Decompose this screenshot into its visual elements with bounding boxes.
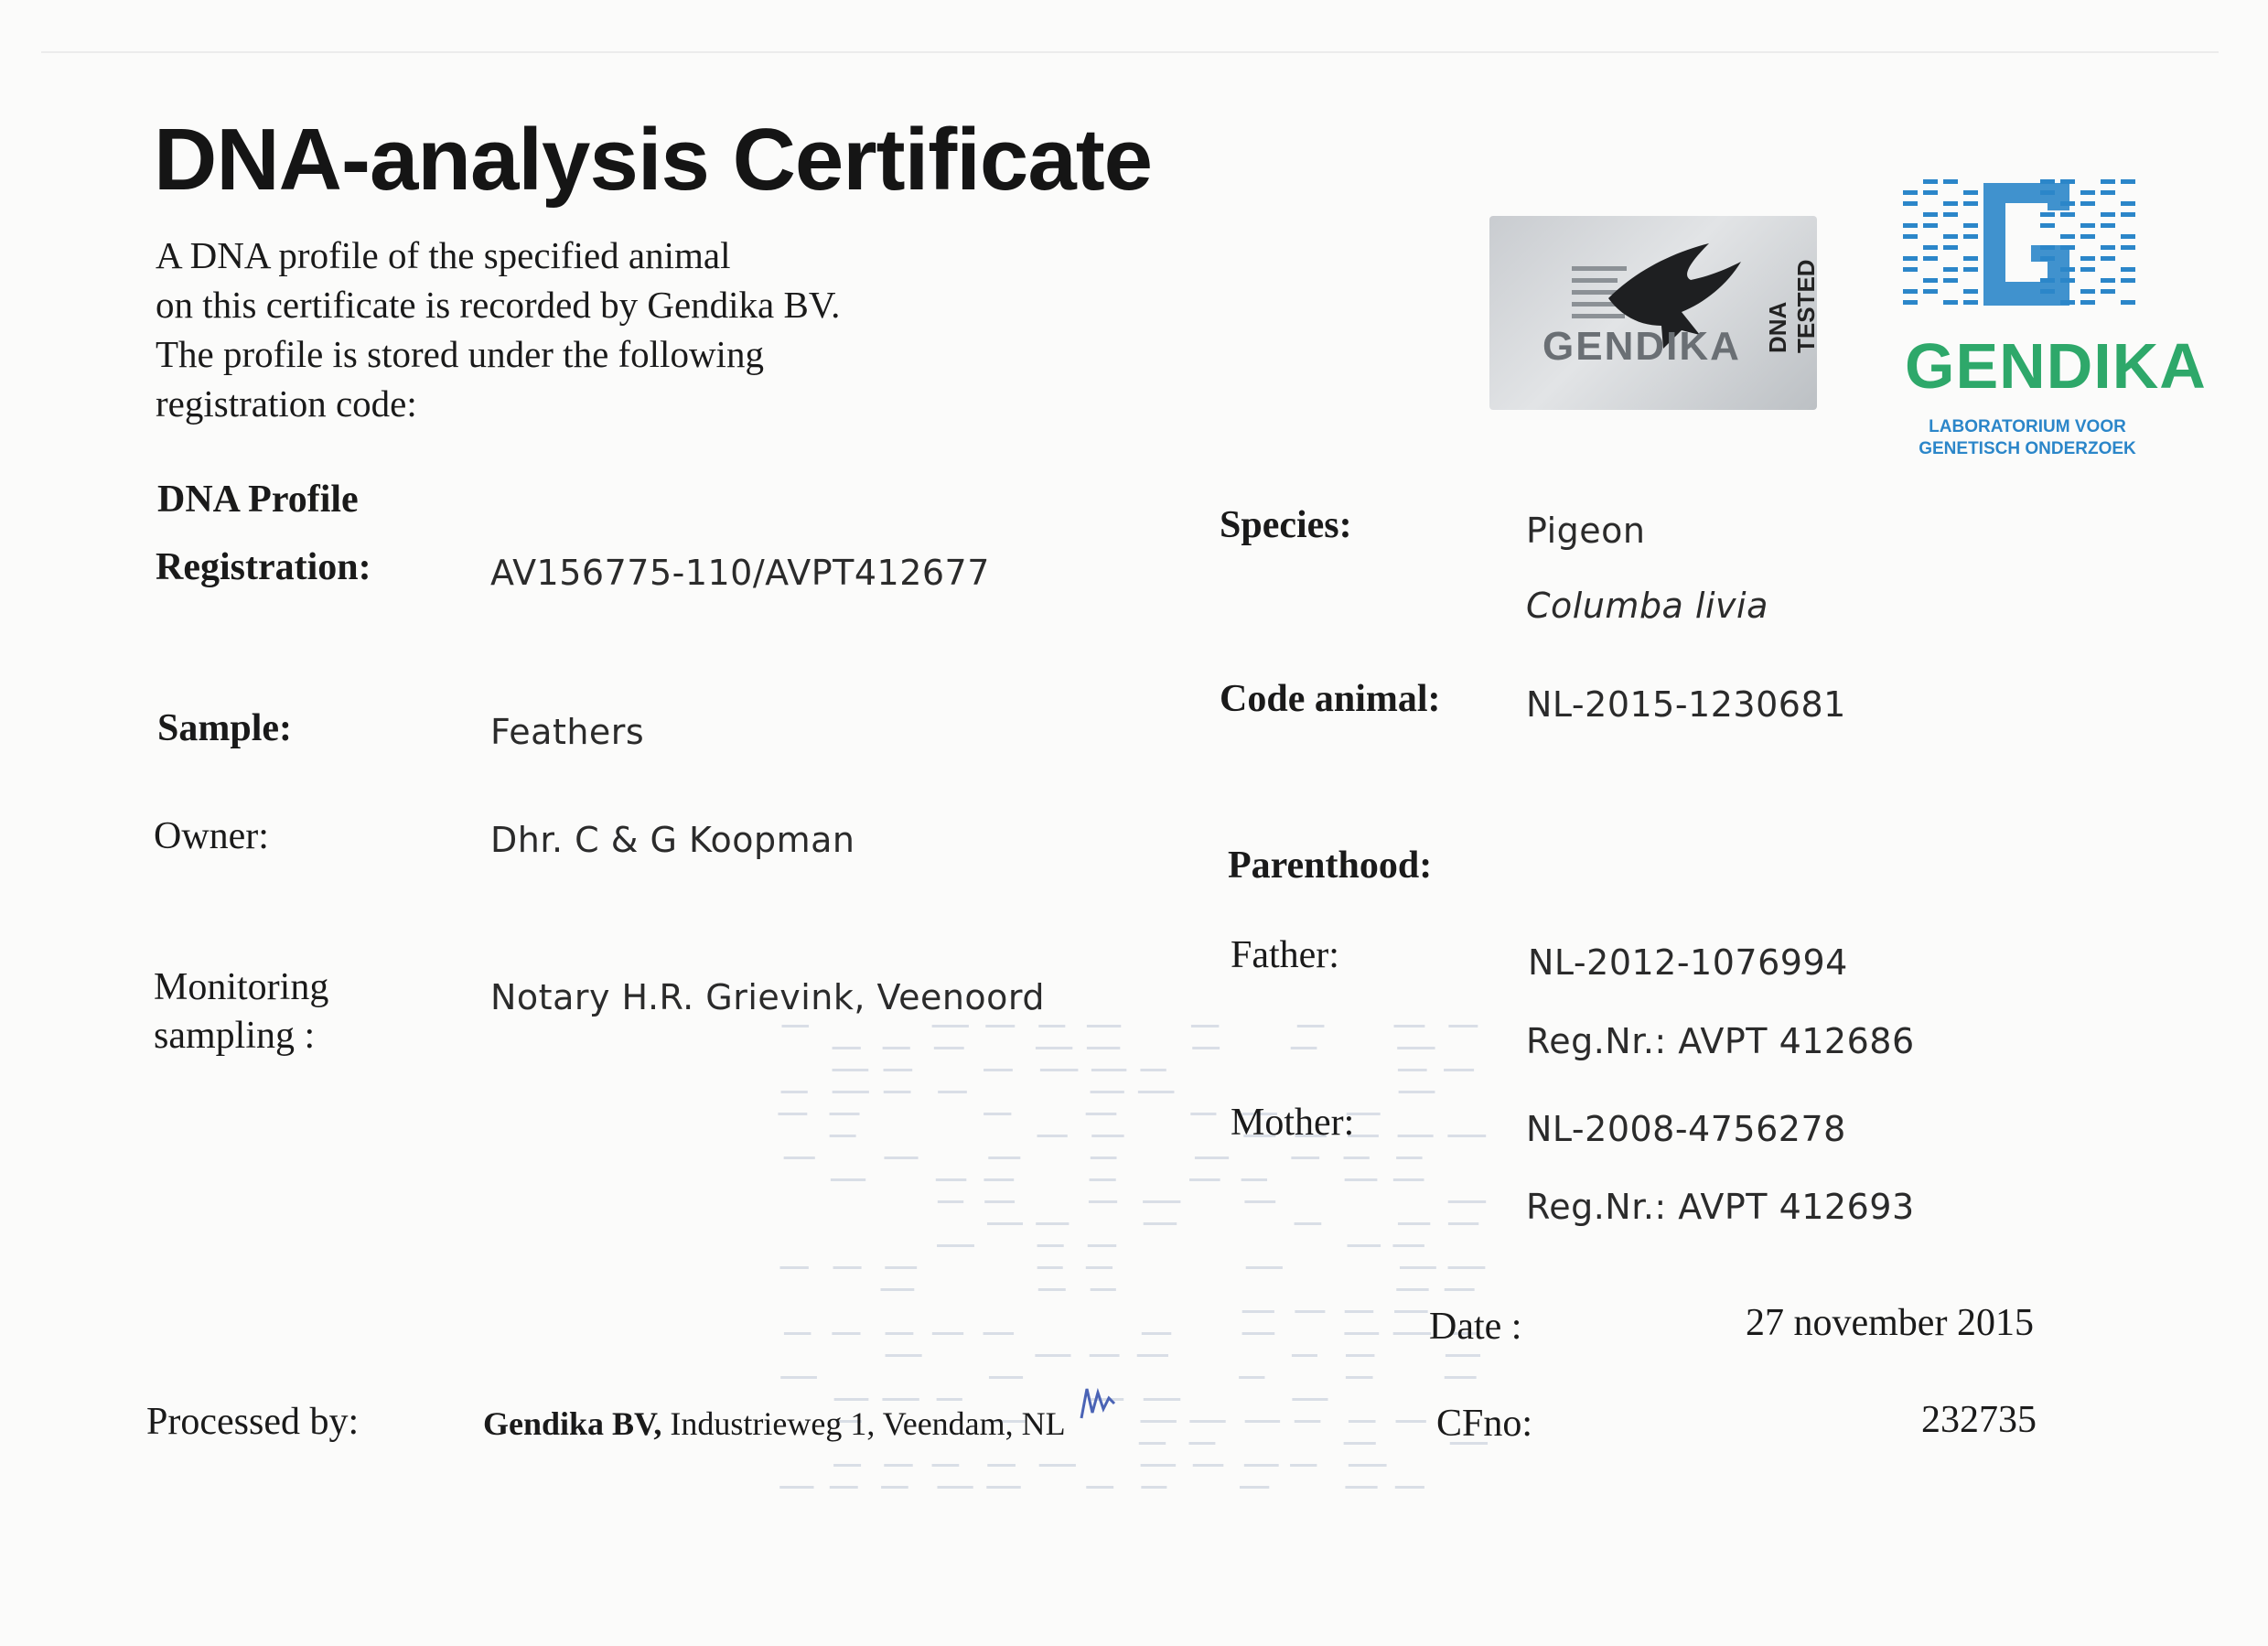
gendika-logo-icon: [1903, 174, 2150, 311]
sample-value: Feathers: [490, 712, 645, 752]
signature-scribble: [1078, 1382, 1118, 1427]
date-label: Date :: [1429, 1306, 1522, 1348]
father-reg: Reg.Nr.: AVPT 412686: [1526, 1021, 1915, 1061]
species-value: Pigeon: [1526, 511, 1646, 551]
mother-reg: Reg.Nr.: AVPT 412693: [1526, 1187, 1915, 1227]
processed-address: Industrieweg 1, Veendam, NL: [661, 1405, 1066, 1442]
registration-value: AV156775-110/AVPT412677: [490, 553, 990, 593]
owner-value: Dhr. C & G Koopman: [490, 820, 855, 860]
badge-tested-text: DNA TESTED: [1764, 259, 1820, 353]
owner-label: Owner:: [154, 815, 269, 857]
scan-edge-line: [41, 51, 2219, 53]
processed-by: [483, 1404, 1066, 1443]
processed-label: Processed by:: [146, 1401, 360, 1443]
intro-line: A DNA profile of the specified animal: [156, 234, 731, 276]
logo-subtitle-line: GENETISCH ONDERZOEK: [1919, 439, 2136, 458]
processed-company: Gendika BV,: [483, 1405, 662, 1442]
intro-line: registration code:: [156, 382, 417, 425]
species-label: Species:: [1220, 504, 1352, 546]
logo-subtitle-line: LABORATORIUM VOOR: [1929, 417, 2126, 436]
monitoring-value: Notary H.R. Grievink, Veenoord: [490, 977, 1046, 1017]
certificate-title: DNA-analysis Certificate: [154, 111, 1153, 209]
dna-tested-badge: [1489, 216, 1820, 410]
father-label: Father:: [1231, 934, 1339, 976]
mother-value: NL-2008-4756278: [1526, 1109, 1846, 1149]
logo-name: GENDIKA: [1905, 330, 2207, 402]
father-value: NL-2012-1076994: [1528, 942, 1848, 983]
cfno-value: 232735: [1921, 1399, 2037, 1441]
badge-brand-text: GENDIKA: [1542, 324, 1741, 369]
species-latin: Columba livia: [1526, 586, 1768, 626]
code-animal-label: Code animal:: [1220, 678, 1441, 720]
code-animal-value: NL-2015-1230681: [1526, 684, 1846, 725]
monitoring-label: sampling :: [154, 1015, 316, 1057]
mother-label: Mother:: [1231, 1102, 1355, 1144]
cfno-label: CFno:: [1436, 1403, 1533, 1445]
sample-label: Sample:: [157, 707, 292, 749]
intro-line: on this certificate is recorded by Gendika BV.: [156, 284, 841, 326]
monitoring-label: Monitoring: [154, 966, 329, 1008]
dna-profile-heading: DNA Profile: [157, 479, 359, 521]
date-value: 27 november 2015: [1746, 1302, 2034, 1344]
intro-text: [156, 231, 979, 428]
registration-label: Registration:: [156, 546, 371, 588]
intro-line: The profile is stored under the following: [156, 333, 764, 375]
parenthood-heading: Parenthood:: [1228, 845, 1433, 887]
logo-subtitle: [1905, 416, 2150, 460]
